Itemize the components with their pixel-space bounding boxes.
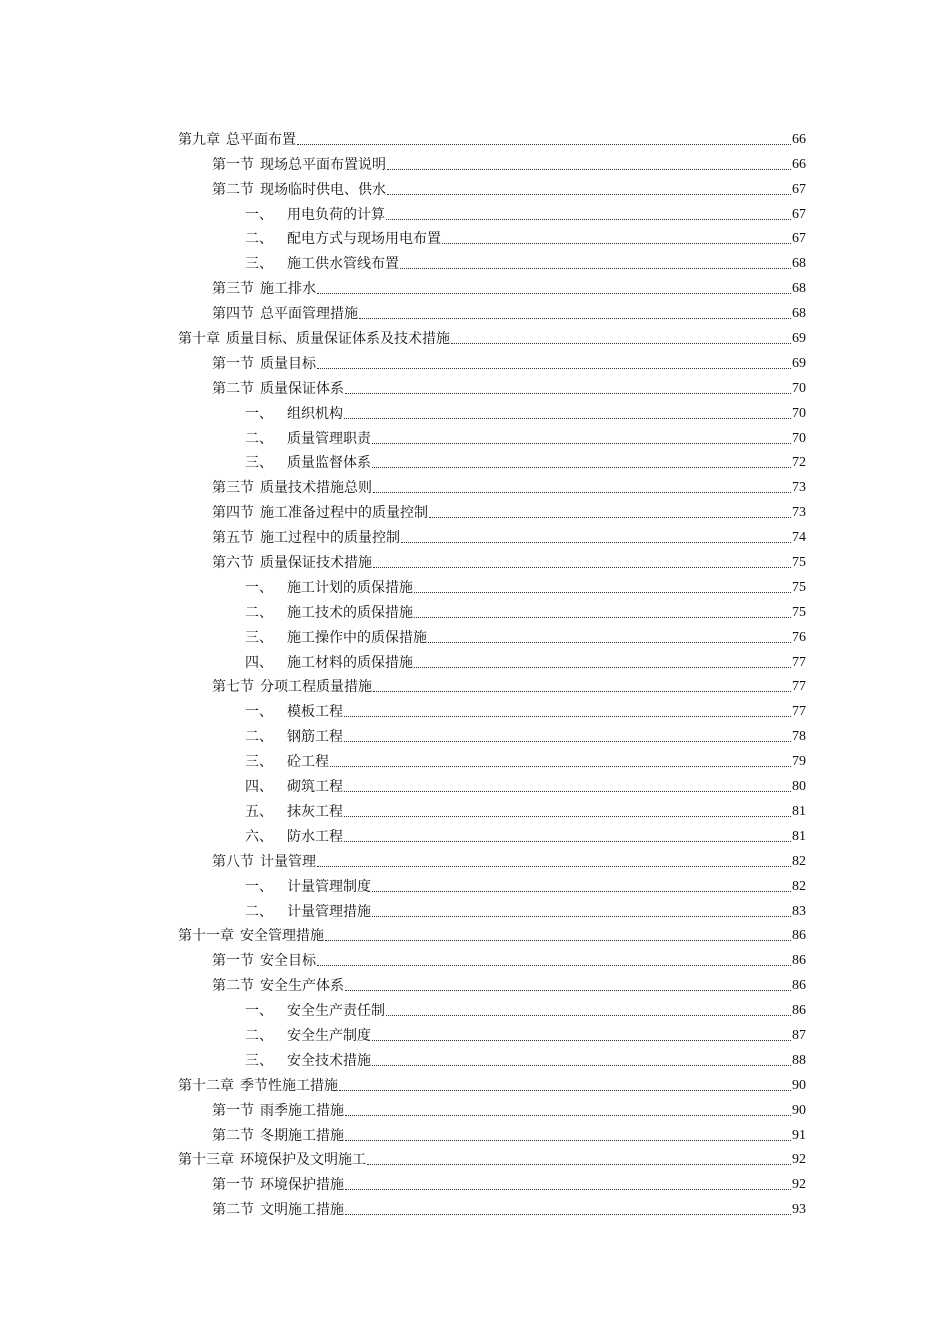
toc-dot-leader	[344, 716, 791, 717]
toc-page-number: 87	[792, 1027, 806, 1043]
toc-section-entry[interactable]	[178, 149, 806, 174]
toc-entry-label	[245, 604, 413, 622]
toc-subsection-entry[interactable]	[178, 199, 806, 224]
toc-entry-number: 第二节	[212, 380, 254, 397]
toc-dot-leader	[317, 866, 791, 867]
toc-dot-leader	[344, 841, 791, 842]
toc-entry-title: 冬期施工措施	[260, 1127, 344, 1144]
toc-subsection-entry[interactable]	[178, 572, 806, 597]
toc-entry-title: 安全技术措施	[287, 1052, 371, 1069]
toc-entry-title: 文明施工措施	[260, 1202, 344, 1219]
toc-page-number: 86	[792, 953, 806, 969]
toc-page-number: 77	[792, 679, 806, 695]
toc-entry-number: 三、	[245, 455, 273, 472]
toc-entry-title: 总平面管理措施	[260, 306, 358, 323]
toc-entry-title: 总平面布置	[226, 131, 296, 148]
toc-page-number: 67	[792, 206, 806, 222]
toc-entry-number: 第十二章	[178, 1077, 234, 1094]
toc-section-entry[interactable]	[178, 497, 806, 522]
toc-dot-leader	[387, 194, 791, 195]
toc-dot-leader	[372, 467, 791, 468]
toc-entry-label	[245, 206, 385, 224]
toc-page-number: 91	[792, 1127, 806, 1143]
toc-dot-leader	[373, 567, 791, 568]
toc-entry-number: 三、	[245, 1052, 273, 1069]
toc-entry-number: 第二节	[212, 181, 254, 198]
toc-entry-number: 二、	[245, 1027, 273, 1044]
toc-entry-title: 砌筑工程	[287, 779, 343, 796]
toc-page-number: 92	[792, 1152, 806, 1168]
toc-dot-leader	[330, 766, 791, 767]
toc-entry-number: 四、	[245, 654, 273, 671]
toc-subsection-entry[interactable]	[178, 423, 806, 448]
toc-entry-label	[178, 330, 450, 348]
toc-entry-label	[245, 728, 343, 746]
toc-section-entry[interactable]	[178, 174, 806, 199]
toc-page-number: 70	[792, 405, 806, 421]
toc-entry-label	[245, 579, 413, 597]
toc-entry-number: 第三节	[212, 480, 254, 497]
toc-dot-leader	[373, 691, 791, 692]
toc-dot-leader	[317, 965, 791, 966]
toc-entry-label	[212, 504, 428, 522]
toc-dot-leader	[414, 592, 791, 593]
toc-page-number: 83	[792, 903, 806, 919]
toc-entry-number: 第一节	[212, 953, 254, 970]
toc-page-number: 72	[792, 455, 806, 471]
toc-page-number: 69	[792, 355, 806, 371]
toc-entry-number: 第二节	[212, 1202, 254, 1219]
toc-dot-leader	[344, 418, 791, 419]
toc-entry-label	[178, 1151, 366, 1169]
toc-entry-title: 质量监督体系	[287, 455, 371, 472]
toc-entry-title: 用电负荷的计算	[287, 206, 385, 223]
toc-dot-leader	[345, 1189, 791, 1190]
toc-entry-number: 二、	[245, 729, 273, 746]
toc-entry-number: 一、	[245, 405, 273, 422]
toc-dot-leader	[414, 667, 791, 668]
toc-entry-title: 施工供水管线布置	[287, 256, 399, 273]
toc-entry-title: 抹灰工程	[287, 803, 343, 820]
toc-dot-leader	[345, 1214, 791, 1215]
toc-page-number: 77	[792, 654, 806, 670]
toc-entry-label	[212, 380, 344, 398]
toc-page-number: 68	[792, 306, 806, 322]
toc-entry-title: 现场临时供电、供水	[260, 181, 386, 198]
toc-entry-number: 第三节	[212, 281, 254, 298]
toc-page-number: 92	[792, 1177, 806, 1193]
toc-entry-number: 五、	[245, 803, 273, 820]
toc-entry-label	[245, 803, 343, 821]
toc-entry-number: 第四节	[212, 306, 254, 323]
toc-subsection-entry[interactable]	[178, 597, 806, 622]
toc-dot-leader	[386, 1015, 791, 1016]
toc-subsection-entry[interactable]	[178, 398, 806, 423]
toc-entry-label	[212, 156, 386, 174]
toc-entry-title: 季节性施工措施	[240, 1077, 338, 1094]
toc-subsection-entry[interactable]	[178, 796, 806, 821]
toc-entry-number: 第二节	[212, 978, 254, 995]
toc-dot-leader	[344, 791, 791, 792]
toc-page-number: 68	[792, 256, 806, 272]
toc-entry-title: 环境保护及文明施工	[240, 1152, 366, 1169]
toc-entry-title: 安全目标	[260, 953, 316, 970]
toc-entry-number: 第一节	[212, 1177, 254, 1194]
toc-section-entry[interactable]	[178, 1169, 806, 1194]
toc-entry-title: 分项工程质量措施	[260, 679, 372, 696]
toc-entry-label	[212, 977, 344, 995]
toc-entry-number: 二、	[245, 430, 273, 447]
toc-entry-title: 施工排水	[260, 281, 316, 298]
toc-entry-label	[212, 853, 316, 871]
toc-entry-label	[212, 1102, 344, 1120]
toc-page-number: 73	[792, 480, 806, 496]
toc-entry-title: 质量管理职责	[287, 430, 371, 447]
toc-dot-leader	[387, 169, 791, 170]
toc-page-number: 75	[792, 579, 806, 595]
toc-chapter-entry[interactable]	[178, 1070, 806, 1095]
toc-page-number: 75	[792, 604, 806, 620]
toc-entry-title: 安全生产制度	[287, 1027, 371, 1044]
toc-dot-leader	[401, 542, 791, 543]
toc-page-number: 76	[792, 629, 806, 645]
toc-entry-title: 质量目标、质量保证体系及技术措施	[226, 331, 450, 348]
toc-section-entry[interactable]	[178, 348, 806, 373]
toc-entry-label	[212, 1201, 344, 1219]
toc-chapter-entry[interactable]	[178, 323, 806, 348]
toc-subsection-entry[interactable]	[178, 696, 806, 721]
toc-section-entry[interactable]	[178, 373, 806, 398]
toc-chapter-entry[interactable]	[178, 124, 806, 149]
toc-dot-leader	[372, 891, 791, 892]
toc-entry-number: 第六节	[212, 555, 254, 572]
toc-entry-label	[245, 454, 371, 472]
toc-dot-leader	[359, 318, 791, 319]
toc-entry-label	[245, 430, 371, 448]
toc-entry-number: 第十章	[178, 331, 220, 348]
toc-entry-title: 组织机构	[287, 405, 343, 422]
toc-entry-label	[245, 255, 399, 273]
toc-entry-number: 第十三章	[178, 1152, 234, 1169]
toc-dot-leader	[372, 916, 791, 917]
toc-entry-number: 二、	[245, 604, 273, 621]
toc-entry-number: 一、	[245, 206, 273, 223]
toc-entry-title: 环境保护措施	[260, 1177, 344, 1194]
toc-page-number: 66	[792, 156, 806, 172]
toc-entry-number: 一、	[245, 579, 273, 596]
toc-entry-title: 安全生产责任制	[287, 1003, 385, 1020]
toc-dot-leader	[345, 990, 791, 991]
toc-dot-leader	[372, 1065, 791, 1066]
toc-dot-leader	[317, 293, 791, 294]
toc-entry-label	[245, 703, 343, 721]
toc-dot-leader	[325, 940, 791, 941]
toc-subsection-entry[interactable]	[178, 1045, 806, 1070]
toc-section-entry[interactable]	[178, 522, 806, 547]
toc-entry-number: 第十一章	[178, 928, 234, 945]
toc-dot-leader	[344, 816, 791, 817]
toc-page-number: 70	[792, 430, 806, 446]
toc-entry-label	[178, 927, 324, 945]
toc-subsection-entry[interactable]	[178, 721, 806, 746]
toc-subsection-entry[interactable]	[178, 995, 806, 1020]
toc-page-number: 81	[792, 828, 806, 844]
toc-page-number: 75	[792, 555, 806, 571]
toc-entry-label	[212, 952, 316, 970]
toc-section-entry[interactable]	[178, 1095, 806, 1120]
toc-entry-label	[178, 131, 296, 149]
toc-chapter-entry[interactable]	[178, 921, 806, 946]
toc-entry-label	[212, 554, 372, 572]
toc-entry-number: 第一节	[212, 156, 254, 173]
toc-page-number: 67	[792, 181, 806, 197]
toc-entry-title: 施工准备过程中的质量控制	[260, 505, 428, 522]
toc-dot-leader	[317, 368, 791, 369]
toc-entry-number: 第九章	[178, 131, 220, 148]
toc-page-number: 73	[792, 505, 806, 521]
toc-entry-label	[245, 1002, 385, 1020]
toc-entry-title: 施工操作中的质保措施	[287, 629, 427, 646]
toc-entry-title: 模板工程	[287, 704, 343, 721]
toc-subsection-entry[interactable]	[178, 896, 806, 921]
toc-dot-leader	[386, 219, 791, 220]
toc-dot-leader	[414, 617, 791, 618]
toc-entry-title: 安全管理措施	[240, 928, 324, 945]
toc-section-entry[interactable]	[178, 846, 806, 871]
toc-page-number: 69	[792, 331, 806, 347]
toc-section-entry[interactable]	[178, 1120, 806, 1145]
toc-page-number: 90	[792, 1102, 806, 1118]
toc-page-number: 82	[792, 853, 806, 869]
toc-entry-label	[178, 1077, 338, 1095]
toc-entry-label	[245, 753, 329, 771]
toc-dot-leader	[345, 1140, 791, 1141]
toc-entry-title: 计量管理措施	[287, 903, 371, 920]
toc-entry-title: 雨季施工措施	[260, 1102, 344, 1119]
toc-entry-title: 质量目标	[260, 355, 316, 372]
toc-dot-leader	[442, 243, 791, 244]
toc-dot-leader	[372, 1040, 791, 1041]
toc-entry-title: 计量管理	[260, 853, 316, 870]
toc-entry-label	[245, 878, 371, 896]
toc-page-number: 66	[792, 131, 806, 147]
toc-dot-leader	[400, 268, 791, 269]
toc-dot-leader	[451, 343, 791, 344]
toc-page-number: 77	[792, 704, 806, 720]
toc-page-number: 90	[792, 1077, 806, 1093]
toc-entry-title: 施工材料的质保措施	[287, 654, 413, 671]
toc-page-number: 86	[792, 978, 806, 994]
toc-section-entry[interactable]	[178, 298, 806, 323]
toc-entry-title: 安全生产体系	[260, 978, 344, 995]
toc-entry-label	[212, 479, 372, 497]
toc-entry-title: 配电方式与现场用电布置	[287, 231, 441, 248]
toc-entry-title: 防水工程	[287, 828, 343, 845]
toc-entry-title: 质量保证体系	[260, 380, 344, 397]
toc-entry-label	[212, 305, 358, 323]
toc-dot-leader	[428, 642, 791, 643]
toc-entry-label	[245, 629, 427, 647]
toc-entry-label	[245, 903, 371, 921]
toc-subsection-entry[interactable]	[178, 448, 806, 473]
toc-entry-number: 第四节	[212, 505, 254, 522]
toc-dot-leader	[372, 443, 791, 444]
toc-entry-number: 三、	[245, 629, 273, 646]
toc-entry-number: 四、	[245, 779, 273, 796]
toc-subsection-entry[interactable]	[178, 224, 806, 249]
toc-entry-label	[245, 828, 343, 846]
toc-section-entry[interactable]	[178, 472, 806, 497]
toc-entry-label	[212, 529, 400, 547]
toc-page-number: 78	[792, 729, 806, 745]
toc-subsection-entry[interactable]	[178, 622, 806, 647]
toc-entry-label	[245, 230, 441, 248]
toc-entry-title: 质量保证技术措施	[260, 555, 372, 572]
toc-dot-leader	[297, 144, 791, 145]
toc-entry-number: 第一节	[212, 355, 254, 372]
toc-section-entry[interactable]	[178, 970, 806, 995]
toc-page-number: 74	[792, 530, 806, 546]
toc-entry-title: 施工过程中的质量控制	[260, 530, 400, 547]
toc-entry-label	[212, 1127, 344, 1145]
toc-entry-title: 钢筋工程	[287, 729, 343, 746]
toc-entry-title: 施工技术的质保措施	[287, 604, 413, 621]
toc-entry-number: 第五节	[212, 530, 254, 547]
toc-entry-number: 二、	[245, 903, 273, 920]
toc-entry-title: 质量技术措施总则	[260, 480, 372, 497]
toc-entry-label	[245, 1052, 371, 1070]
toc-entry-number: 三、	[245, 256, 273, 273]
toc-subsection-entry[interactable]	[178, 248, 806, 273]
toc-dot-leader	[345, 1115, 791, 1116]
toc-entry-title: 砼工程	[287, 754, 329, 771]
toc-dot-leader	[429, 517, 791, 518]
toc-entry-number: 三、	[245, 754, 273, 771]
toc-entry-label	[245, 778, 343, 796]
toc-subsection-entry[interactable]	[178, 746, 806, 771]
toc-entry-label	[212, 280, 316, 298]
toc-entry-label	[212, 355, 316, 373]
toc-page-number: 67	[792, 231, 806, 247]
toc-subsection-entry[interactable]	[178, 871, 806, 896]
toc-dot-leader	[345, 393, 791, 394]
toc-page-number: 68	[792, 281, 806, 297]
toc-dot-leader	[373, 492, 791, 493]
toc-entry-number: 第一节	[212, 1102, 254, 1119]
toc-subsection-entry[interactable]	[178, 821, 806, 846]
toc-entry-number: 一、	[245, 1003, 273, 1020]
toc-page-number: 88	[792, 1052, 806, 1068]
toc-subsection-entry[interactable]	[178, 647, 806, 672]
toc-dot-leader	[344, 741, 791, 742]
toc-subsection-entry[interactable]	[178, 1020, 806, 1045]
toc-entry-number: 二、	[245, 231, 273, 248]
toc-page-number: 70	[792, 380, 806, 396]
toc-entry-title: 施工计划的质保措施	[287, 579, 413, 596]
toc-entry-label	[245, 1027, 371, 1045]
toc-entry-label	[212, 678, 372, 696]
toc-page-number: 82	[792, 878, 806, 894]
toc-entry-label	[245, 654, 413, 672]
toc-dot-leader	[339, 1090, 791, 1091]
toc-subsection-entry[interactable]	[178, 771, 806, 796]
toc-entry-number: 一、	[245, 704, 273, 721]
toc-entry-title: 计量管理制度	[287, 878, 371, 895]
toc-page-number: 93	[792, 1202, 806, 1218]
toc-page-number: 80	[792, 779, 806, 795]
toc-page-number: 79	[792, 754, 806, 770]
toc-entry-title: 现场总平面布置说明	[260, 156, 386, 173]
toc-page-number: 86	[792, 1003, 806, 1019]
toc-entry-number: 第二节	[212, 1127, 254, 1144]
toc-entry-number: 第八节	[212, 853, 254, 870]
toc-page-number: 86	[792, 928, 806, 944]
toc-entry-number: 六、	[245, 828, 273, 845]
toc-section-entry[interactable]	[178, 1194, 806, 1219]
toc-section-entry[interactable]	[178, 945, 806, 970]
toc-chapter-entry[interactable]	[178, 1145, 806, 1170]
toc-entry-number: 一、	[245, 878, 273, 895]
toc-section-entry[interactable]	[178, 672, 806, 697]
toc-entry-label	[212, 181, 386, 199]
toc-entry-label	[245, 405, 343, 423]
toc-entry-label	[212, 1176, 344, 1194]
toc-section-entry[interactable]	[178, 547, 806, 572]
toc-page-number: 81	[792, 803, 806, 819]
toc-dot-leader	[367, 1164, 791, 1165]
table-of-contents	[178, 124, 806, 1219]
toc-section-entry[interactable]	[178, 273, 806, 298]
toc-entry-number: 第七节	[212, 679, 254, 696]
